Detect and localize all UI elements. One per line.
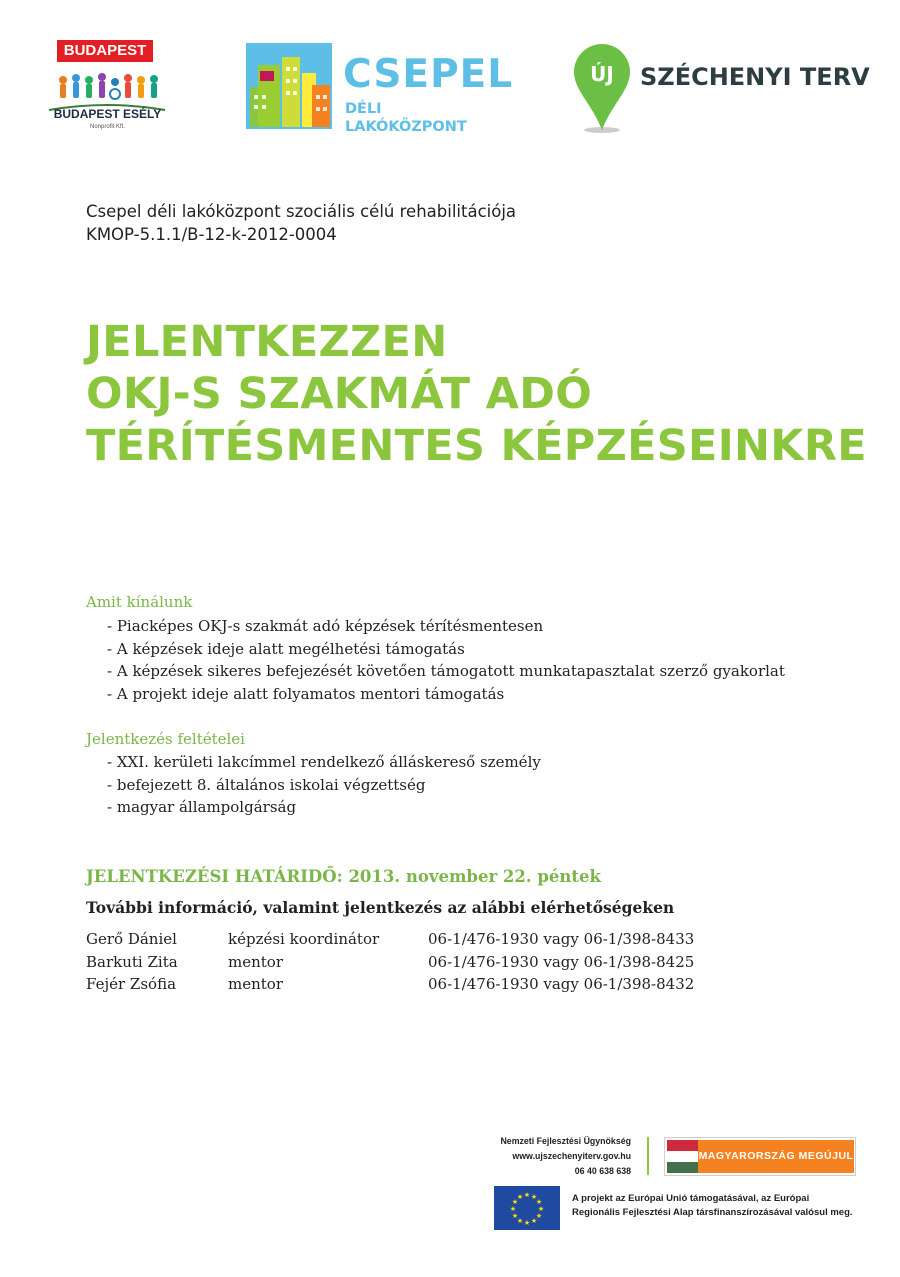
conditions-list — [107, 751, 541, 819]
list-item: - XXI. kerületi lakcímmel rendelkező álláskereső személy — [107, 751, 541, 774]
list-item: - A képzések sikeres befejezését követően támogatott munkatapasztalat szerző gyakorlat — [107, 660, 785, 683]
list-item: - A projekt ideje alatt folyamatos mentori támogatás — [107, 683, 785, 706]
contact-row — [86, 930, 786, 953]
nfu-contact-block — [440, 1134, 631, 1179]
eu-flag-icon — [494, 1186, 560, 1230]
contact-role: képzési koordinátor — [228, 930, 380, 948]
svg-text:★: ★ — [530, 1193, 538, 1201]
eu-funding-line-2: Regionális Fejlesztési Alap társfinanszírozásával valósul meg. — [572, 1207, 853, 1218]
svg-text:★: ★ — [509, 1205, 517, 1213]
project-code: KMOP-5.1.1/B-12-k-2012-0004 — [86, 225, 337, 244]
main-headline — [86, 316, 867, 472]
contact-name: Fejér Zsófia — [86, 975, 177, 993]
list-item: - Piacképes OKJ-s szakmát adó képzések térítésmentesen — [107, 615, 785, 638]
svg-text:★: ★ — [516, 1193, 524, 1201]
contact-phone: 06-1/476-1930 vagy 06-1/398-8425 — [428, 953, 695, 971]
budapest-esely-logo — [45, 40, 170, 140]
svg-text:★: ★ — [523, 1219, 531, 1227]
svg-text:★: ★ — [523, 1191, 531, 1199]
svg-text:★: ★ — [537, 1205, 545, 1213]
hungarian-flag-icon — [667, 1140, 698, 1173]
svg-text:★: ★ — [511, 1198, 519, 1206]
uj-szechenyi-terv-logo — [572, 42, 870, 134]
contact-name: Barkuti Zita — [86, 953, 178, 971]
footer-divider — [647, 1137, 649, 1175]
contact-row — [86, 953, 786, 976]
contact-name: Gerő Dániel — [86, 930, 177, 948]
csepel-logo-subtitle: DÉLI LAKÓKÖZPONT — [345, 101, 467, 135]
uj-mark-text: ÚJ — [590, 62, 614, 86]
offer-list — [107, 615, 785, 706]
szechenyi-terv-title: SZÉCHENYI TERV — [640, 63, 870, 91]
agency-name: Nemzeti Fejlesztési Ügynökség — [500, 1136, 631, 1146]
svg-text:★: ★ — [511, 1212, 519, 1220]
budapest-esely-name: BUDAPEST ESÉLY — [53, 107, 162, 121]
headline-line-2: OKJ-S SZAKMÁT ADÓ — [86, 369, 593, 419]
svg-text:★: ★ — [535, 1212, 543, 1220]
agency-website: www.ujszechenyiterv.gov.hu — [512, 1151, 631, 1161]
contact-role: mentor — [228, 953, 283, 971]
project-name: Csepel déli lakóközpont szociális célú rehabilitációja — [86, 202, 517, 221]
headline-line-1: JELENTKEZZEN — [86, 317, 448, 367]
headline-line-3: TÉRÍTÉSMENTES KÉPZÉSEINKRE — [86, 421, 867, 471]
list-item: - magyar állampolgárság — [107, 796, 541, 819]
contact-role: mentor — [228, 975, 283, 993]
csepel-logo-title: CSEPEL — [343, 52, 514, 97]
csepel-logo — [246, 43, 514, 135]
city-buildings-icon — [246, 43, 332, 129]
list-item: - befejezett 8. általános iskolai végzettség — [107, 774, 541, 797]
contact-phone: 06-1/476-1930 vagy 06-1/398-8432 — [428, 975, 695, 993]
eu-funding-line-1: A projekt az Európai Unió támogatásával, az Európai — [572, 1193, 810, 1204]
conditions-section-title: Jelentkezés feltételei — [86, 730, 245, 748]
project-info — [86, 200, 516, 246]
svg-text:★: ★ — [516, 1217, 524, 1225]
contact-row — [86, 975, 786, 998]
budapest-esely-nonprofit: Nonprofit Kft. — [89, 124, 125, 130]
offer-section-title: Amit kínálunk — [86, 593, 193, 611]
map-pin-icon — [572, 42, 634, 134]
agency-phone: 06 40 638 638 — [574, 1166, 631, 1176]
application-deadline: JELENTKEZÉSI HATÁRIDŐ: 2013. november 22. péntek — [86, 867, 601, 886]
budapest-logo-text: BUDAPEST — [57, 40, 153, 62]
svg-text:★: ★ — [530, 1217, 538, 1225]
eu-funding-statement — [572, 1192, 853, 1220]
svg-text:★: ★ — [535, 1198, 543, 1206]
magyarorszag-megujul-badge: MAGYARORSZÁG MEGÚJUL — [698, 1140, 854, 1173]
info-heading: További információ, valamint jelentkezés az alábbi elérhetőségeken — [86, 898, 675, 917]
contact-phone: 06-1/476-1930 vagy 06-1/398-8433 — [428, 930, 695, 948]
list-item: - A képzések ideje alatt megélhetési támogatás — [107, 638, 785, 661]
